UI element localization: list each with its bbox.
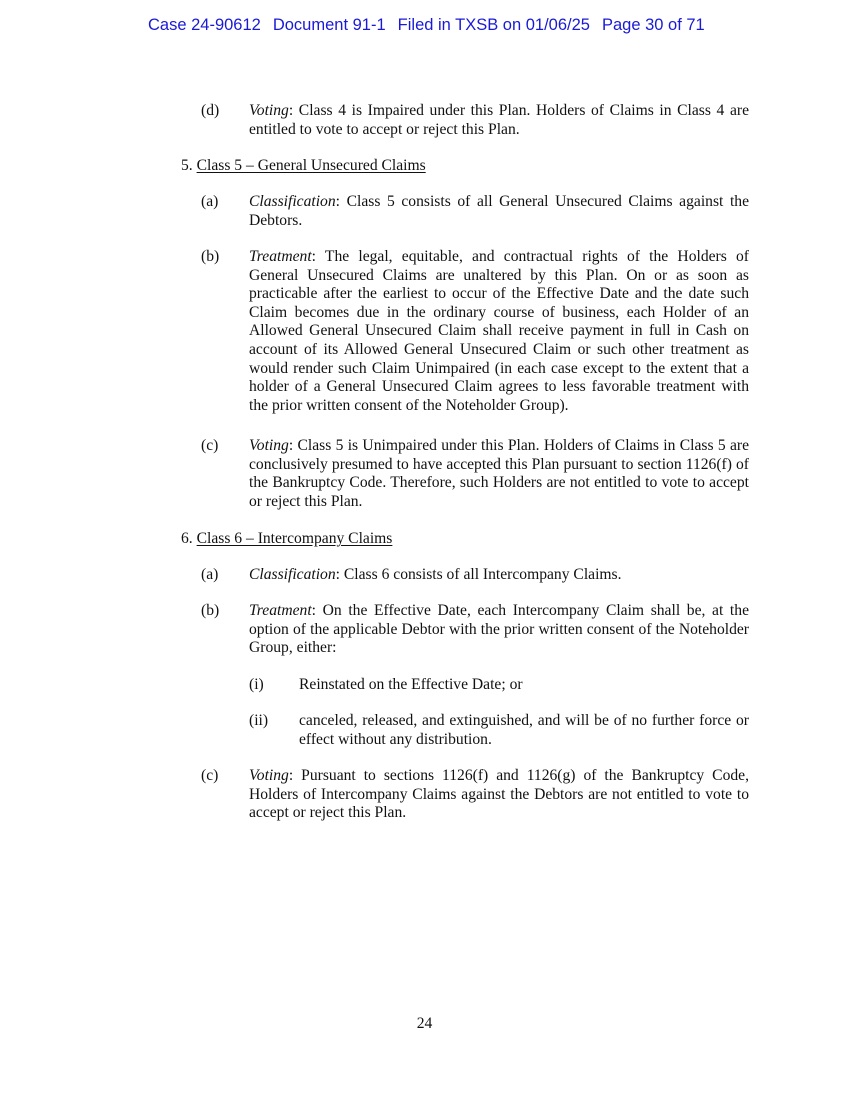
section-title: Class 5 – General Unsecured Claims — [196, 157, 426, 174]
item-label: (c) — [201, 437, 219, 454]
item-label: (a) — [201, 566, 219, 583]
document-number: Document 91-1 — [272, 16, 386, 34]
item-text: Voting: Class 4 is Impaired under this Plan. Holders of Claims in Class 4 are entitled to vote to accept or reject this Plan. — [249, 102, 749, 138]
class5-heading — [181, 157, 426, 176]
item-label: (b) — [201, 248, 220, 265]
item-text: Classification: Class 6 consists of all Intercompany Claims. — [249, 566, 622, 583]
item-label: (b) — [201, 602, 220, 619]
class6-heading — [181, 530, 392, 549]
item-text: Voting: Pursuant to sections 1126(f) and 1126(g) of the Bankruptcy Code, Holders of Intercompany Claims against the Debtors are not entitled to vote to accept or reject this Plan. — [249, 767, 749, 822]
section-number: 5. — [181, 157, 193, 174]
page-count: Page 30 of 71 — [601, 16, 705, 34]
filing-info: Filed in TXSB on 01/06/25 — [397, 16, 590, 34]
subitem-text: canceled, released, and extinguished, and will be of no further force or effect without any distribution. — [299, 712, 749, 748]
subitem-label: (ii) — [249, 712, 269, 729]
page-number: 24 — [416, 1015, 433, 1032]
section-number: 6. — [181, 530, 193, 547]
item-label: (a) — [201, 193, 219, 210]
item-text: Classification: Class 5 consists of all General Unsecured Claims against the Debtors. — [249, 193, 749, 229]
item-text: Treatment: On the Effective Date, each Intercompany Claim shall be, at the option of the applicable Debtor with the prior written consent of the Noteholder Group, either: — [249, 602, 749, 657]
court-filing-header — [0, 16, 849, 73]
item-label: (c) — [201, 767, 219, 784]
subitem-text: Reinstated on the Effective Date; or — [299, 676, 523, 693]
item-text: Voting: Class 5 is Unimpaired under this Plan. Holders of Claims in Class 5 are conclusively presumed to have accepted this Plan pursuant to section 1126(f) of the Bankruptcy Code. Therefore, such Holders are not entitled to vote to accept or reject this Plan. — [249, 437, 749, 510]
subitem-label: (i) — [249, 676, 264, 693]
section-title: Class 6 – Intercompany Claims — [196, 530, 393, 547]
item-text: Treatment: The legal, equitable, and contractual rights of the Holders of General Unsecured Claims are unaltered by this Plan. On or as soon as practicable after the earliest to occur of the Effective Date and the date such Claim becomes due in the ordinary course of business, each Holder of an Allowed General Unsecured Claim shall receive payment in full in Cash on account of its Allowed General Unsecured Claim or such other treatment as would render such Claim Unimpaired (in each case except to the extent that a holder of a General Unsecured Claim agrees to less favorable treatment with the prior written consent of the Noteholder Group). — [249, 248, 749, 414]
item-label: (d) — [201, 102, 220, 119]
case-number: Case 24-90612 — [148, 16, 261, 34]
